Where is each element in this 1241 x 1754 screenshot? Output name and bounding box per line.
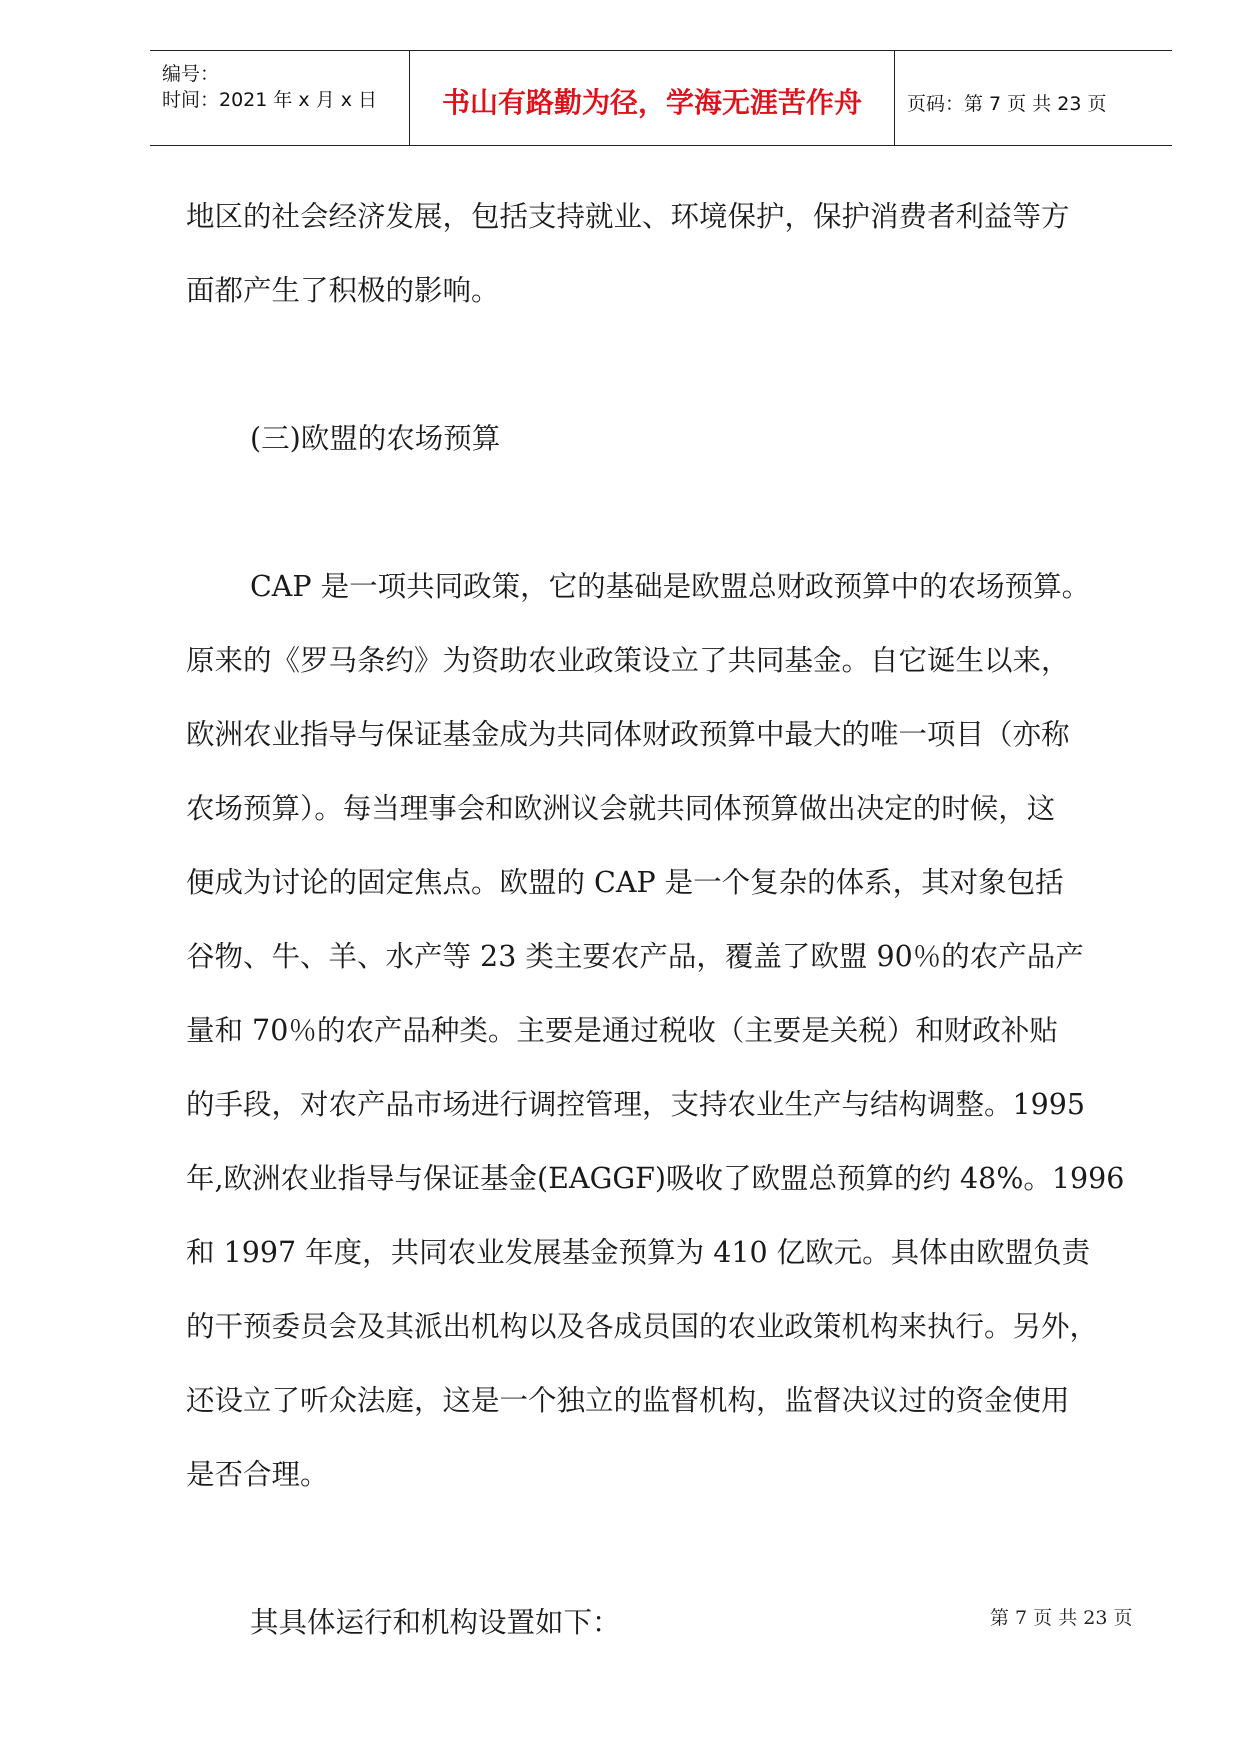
page-header [150, 50, 1172, 146]
document-date-label: 时间：2021 年 x 月 x 日 [162, 89, 378, 111]
paragraph-line: 其具体运行和机构设置如下： [250, 1606, 621, 1639]
header-info-cell [150, 51, 408, 145]
page-footer: 第 7 页 共 23 页 [990, 1607, 1133, 1629]
paragraph-line: 原来的《罗马条约》为资助农业政策设立了共同基金。自它诞生以来， [186, 644, 1070, 677]
paragraph-line: 还设立了听众法庭，这是一个独立的监督机构，监督决议过的资金使用 [186, 1384, 1070, 1417]
document-number-label: 编号： [162, 63, 220, 85]
document-body [186, 180, 1146, 1660]
paragraph-line: 农场预算）。每当理事会和欧洲议会就共同体预算做出决定的时候，这 [186, 792, 1056, 825]
paragraph-line: 量和 70％的农产品种类。主要是通过税收（主要是关税）和财政补贴 [186, 1014, 1058, 1047]
paragraph-line: 的干预委员会及其派出机构以及各成员国的农业政策机构来执行。另外， [186, 1310, 1099, 1343]
paragraph-line: 欧洲农业指导与保证基金成为共同体财政预算中最大的唯一项目（亦称 [186, 718, 1070, 751]
header-motto-cell [409, 51, 895, 145]
paragraph-line: 地区的社会经济发展，包括支持就业、环境保护，保护消费者利益等方 [186, 200, 1070, 233]
paragraph-line: CAP 是一项共同政策，它的基础是欧盟总财政预算中的农场预算。 [250, 570, 1091, 603]
header-motto: 书山有路勤为径，学海无涯苦作舟 [441, 86, 862, 119]
paragraph-line: 年,欧洲农业指导与保证基金(EAGGF)吸收了欧盟总预算的约 48%。1996 [186, 1162, 1125, 1195]
paragraph-line: 谷物、牛、羊、水产等 23 类主要农产品，覆盖了欧盟 90％的农产品产 [186, 940, 1084, 973]
paragraph-line: 面都产生了积极的影响。 [186, 274, 500, 307]
header-page-cell [895, 51, 1172, 145]
paragraph-line: 便成为讨论的固定焦点。欧盟的 CAP 是一个复杂的体系，其对象包括 [186, 866, 1064, 899]
section-heading: (三)欧盟的农场预算 [250, 422, 501, 455]
header-page-code: 页码：第 7 页 共 23 页 [907, 93, 1107, 115]
paragraph-line: 的手段，对农产品市场进行调控管理，支持农业生产与结构调整。1995 [186, 1088, 1086, 1121]
paragraph-line: 是否合理。 [186, 1458, 329, 1491]
paragraph-line: 和 1997 年度，共同农业发展基金预算为 410 亿欧元。具体由欧盟负责 [186, 1236, 1091, 1269]
